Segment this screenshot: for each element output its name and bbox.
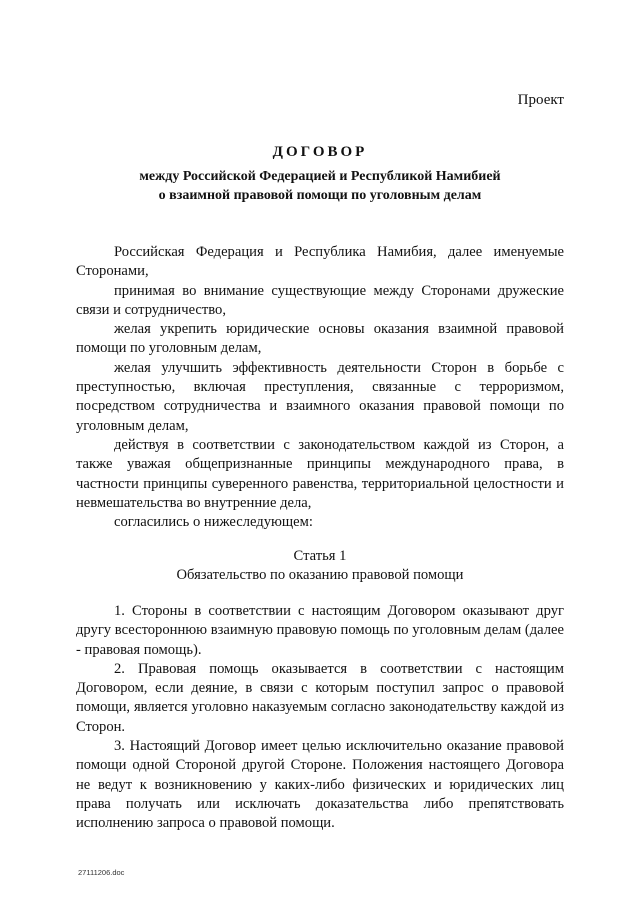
article-paragraph: 3. Настоящий Договор имеет целью исключительно оказание правовой помощи одной Стороной другой Стороне. Положения настоящего Договора не ведут к возникновению у каких-либо физических и юридических лиц права получать или исключать доказательства либо препятствовать исполнению запроса о правовой помощи.: [76, 738, 564, 832]
document-title: ДОГОВОР: [272, 144, 368, 160]
article-number: Статья 1: [293, 548, 347, 564]
preamble: [76, 243, 564, 532]
preamble-paragraph: согласились о нижеследующем:: [114, 514, 313, 531]
preamble-paragraph: принимая во внимание существующие между Сторонами дружеские связи и сотрудничество,: [76, 282, 564, 318]
document-subtitle: [0, 167, 640, 205]
draft-label: Проект: [517, 92, 564, 108]
article-title: Обязательство по оказанию правовой помощи: [176, 567, 464, 584]
preamble-paragraph: действуя в соответствии с законодательством каждой из Сторон, а также уважая общепризнанные принципы международного права, в частности принципы суверенного равенства, территориальной целостности и невмешательства во внутренние дела,: [76, 436, 564, 511]
article-paragraph: 1. Стороны в соответствии с настоящим Договором оказывают друг другу всестороннюю взаимную правовую помощь по уголовным делам (далее - правовая помощь).: [76, 603, 564, 658]
preamble-paragraph: желая укрепить юридические основы оказания взаимной правовой помощи по уголовным делам,: [76, 321, 564, 357]
article-body: [76, 602, 564, 834]
preamble-paragraph: Российская Федерация и Республика Намибия, далее именуемые Сторонами,: [76, 244, 564, 280]
subtitle-line-1: между Российской Федерацией и Республикой Намибией: [139, 169, 501, 184]
subtitle-line-2: о взаимной правовой помощи по уголовным делам: [158, 188, 482, 203]
article-paragraph: 2. Правовая помощь оказывается в соответствии с настоящим Договором, если деяние, в связи с которым поступил запрос о правовой помощи, является уголовно наказуемым согласно законодательству каждой из Сторон.: [76, 660, 564, 735]
file-name-footer: 27111206.doc: [78, 868, 125, 877]
article-heading: [0, 547, 640, 586]
preamble-paragraph: желая улучшить эффективность деятельности Сторон в борьбе с преступностью, включая преступления, связанные с терроризмом, посредством сотрудничества и взаимного оказания правовой помощи по уголовным делам,: [76, 359, 564, 434]
